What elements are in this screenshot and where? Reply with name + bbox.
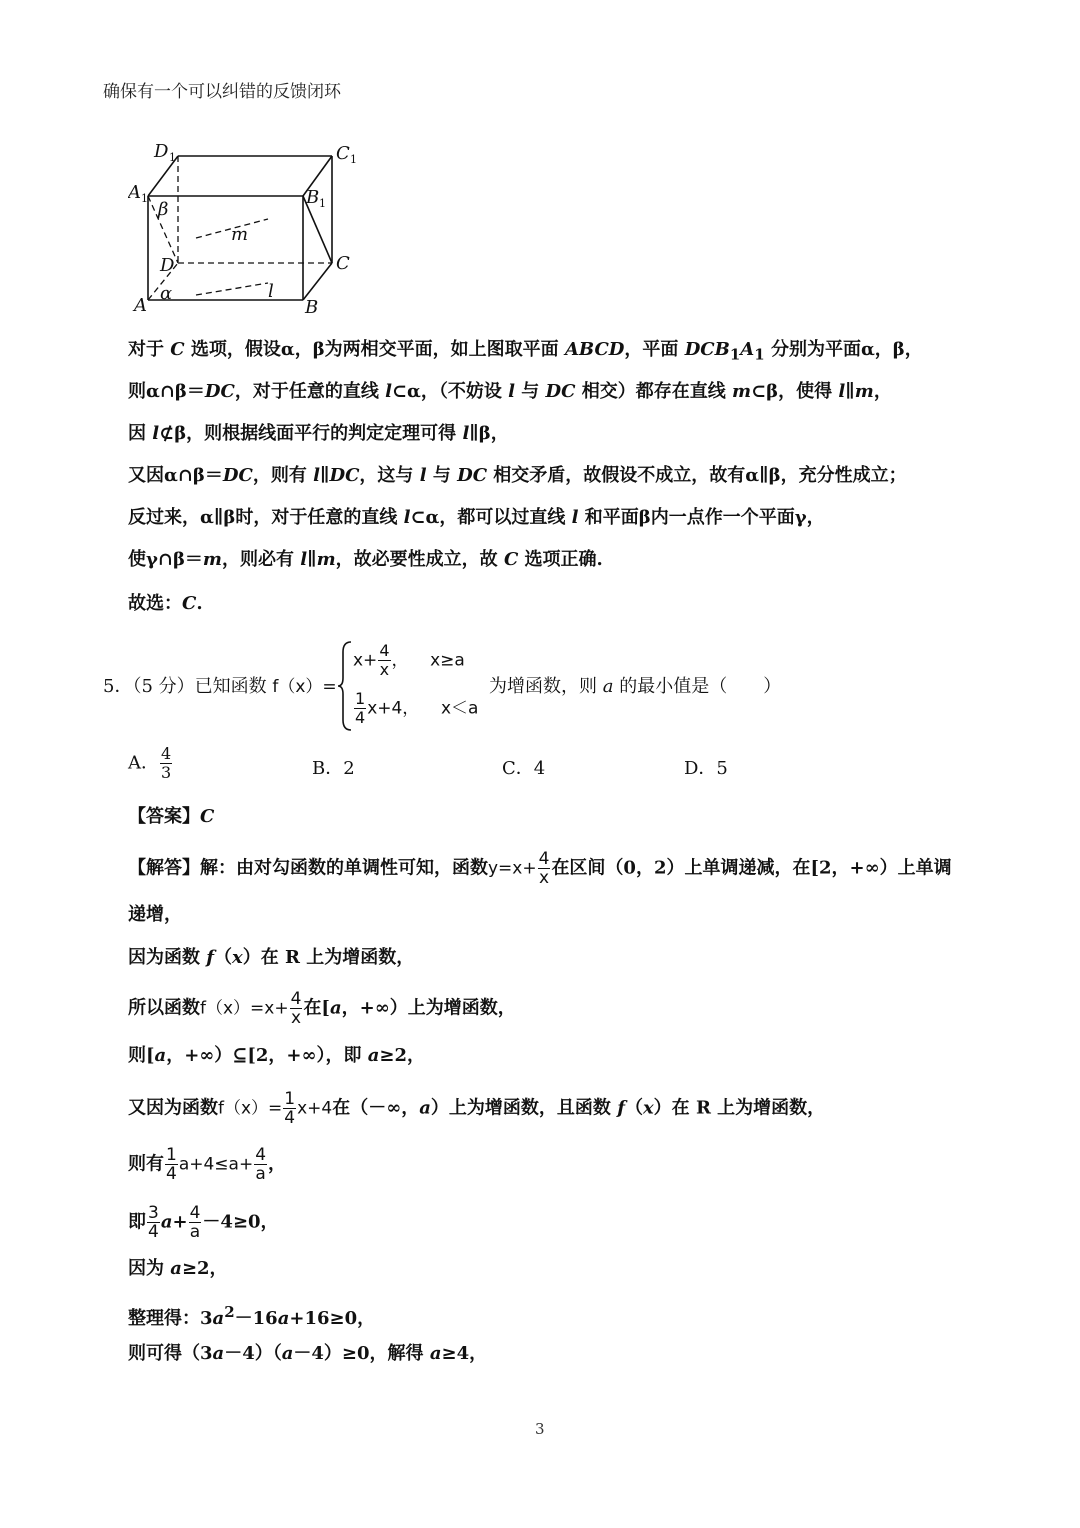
option-b: B．2 bbox=[312, 758, 355, 779]
analysis-line-5: 又因为函数f（x）= $\frac{1}{4}$ x+4在（－∞，a）上为增函数，且函数 f（x）在 R 上为增函数， bbox=[128, 1089, 826, 1128]
analysis-line-1: 【解答】解：由对勾函数的单调性可知，函数y=x+ $\frac{4}{x}$ 在区间（0，2）上单调递减，在[2，+∞）上单调 bbox=[128, 849, 952, 888]
label-b: B bbox=[305, 297, 319, 318]
analysis-line-2: 因为函数 f（x）在 R 上为增函数， bbox=[128, 947, 415, 968]
solution-line-6: 使γ∩β＝m，则必有 l∥m，故必要性成立，故 C 选项正确. bbox=[128, 549, 603, 570]
page-number: 3 bbox=[535, 1420, 545, 1438]
solution-line-1: 对于 C 选项，假设α，β为两相交平面，如上图取平面 ABCD，平面 $DCB_1A_1$ 分别为平面α，β， bbox=[128, 339, 923, 364]
label-a1: A bbox=[128, 182, 141, 203]
edge-bc bbox=[303, 263, 332, 300]
page-header: 确保有一个可以纠错的反馈闭环 bbox=[103, 82, 341, 102]
analysis-line-7: 即 $\frac{3}{4}$ a+ $\frac{4}{a}$ －4≥0， bbox=[128, 1203, 279, 1242]
label-m: m bbox=[231, 224, 249, 245]
option-d: D．5 bbox=[684, 758, 728, 779]
answer-line: 【答案】C bbox=[128, 806, 215, 827]
solution-line-5: 反过来，α∥β时，对于任意的直线 l⊂α，都可以过直线 l 和平面β内一点作一个平面γ， bbox=[128, 507, 825, 528]
analysis-line-4: 则[a，+∞）⊆[2，+∞），即 a≥2， bbox=[128, 1045, 426, 1066]
label-d1: D bbox=[154, 141, 169, 162]
question-5-tail: 为增函数，则 a 的最小值是（ ） bbox=[489, 676, 782, 697]
brace-icon bbox=[337, 640, 353, 732]
label-a1-sub: 1 bbox=[141, 192, 148, 205]
line-l bbox=[196, 283, 268, 295]
solution-line-4: 又因α∩β＝DC，则有 l∥DC，这与 l 与 DC 相交矛盾，故假设不成立，故有α∥β，充分性成立； bbox=[128, 465, 907, 486]
analysis-line-9: 整理得：$3a^2-16a+16\ge 0$， bbox=[128, 1303, 376, 1329]
solution-line-3: 因 l⊄β，则根据线面平行的判定定理可得 l∥β， bbox=[128, 423, 509, 444]
question-5-stem: 5．（5 分）已知函数 f（x）= bbox=[103, 676, 337, 697]
cuboid-figure bbox=[128, 133, 368, 318]
label-c1-sub: 1 bbox=[350, 153, 357, 166]
label-d: D bbox=[160, 255, 175, 276]
solution-line-2: 则α∩β＝DC，对于任意的直线 l⊂α，（不妨设 l 与 DC 相交）都存在直线 m⊂β，使得 l∥m， bbox=[128, 381, 892, 402]
label-b1-sub: 1 bbox=[319, 197, 326, 210]
analysis-line-3: 所以函数f（x）=x+ $\frac{4}{x}$ 在[a，+∞）上为增函数， bbox=[128, 989, 516, 1028]
analysis-line-6: 则有 $\frac{1}{4}$ a+4≤a+ $\frac{4}{a}$ ， bbox=[128, 1145, 287, 1184]
label-d1-sub: 1 bbox=[169, 151, 176, 164]
solution-line-7: 故选：C. bbox=[128, 593, 203, 614]
analysis-line-10: 则可得（3a－4）（a－4）≥0，解得 a≥4， bbox=[128, 1343, 488, 1364]
label-b1: B bbox=[306, 187, 320, 208]
option-a: A． $\frac{4}{3}$ bbox=[128, 744, 172, 782]
label-alpha: α bbox=[160, 283, 173, 304]
label-c1: C bbox=[336, 143, 350, 164]
question-5 bbox=[103, 640, 903, 730]
analysis-line-8: 因为 a≥2， bbox=[128, 1258, 228, 1279]
option-c: C．4 bbox=[502, 758, 546, 779]
label-a: A bbox=[134, 295, 147, 316]
analysis-line-1b: 递增， bbox=[128, 904, 182, 925]
case-1: x+ $\frac{4}{x}$ ， x≥a bbox=[353, 641, 465, 679]
label-l: l bbox=[268, 281, 274, 302]
label-beta: β bbox=[158, 199, 169, 220]
label-c: C bbox=[336, 253, 350, 274]
case-2: $\frac{1}{4}$ x+4， x＜a bbox=[355, 689, 479, 727]
